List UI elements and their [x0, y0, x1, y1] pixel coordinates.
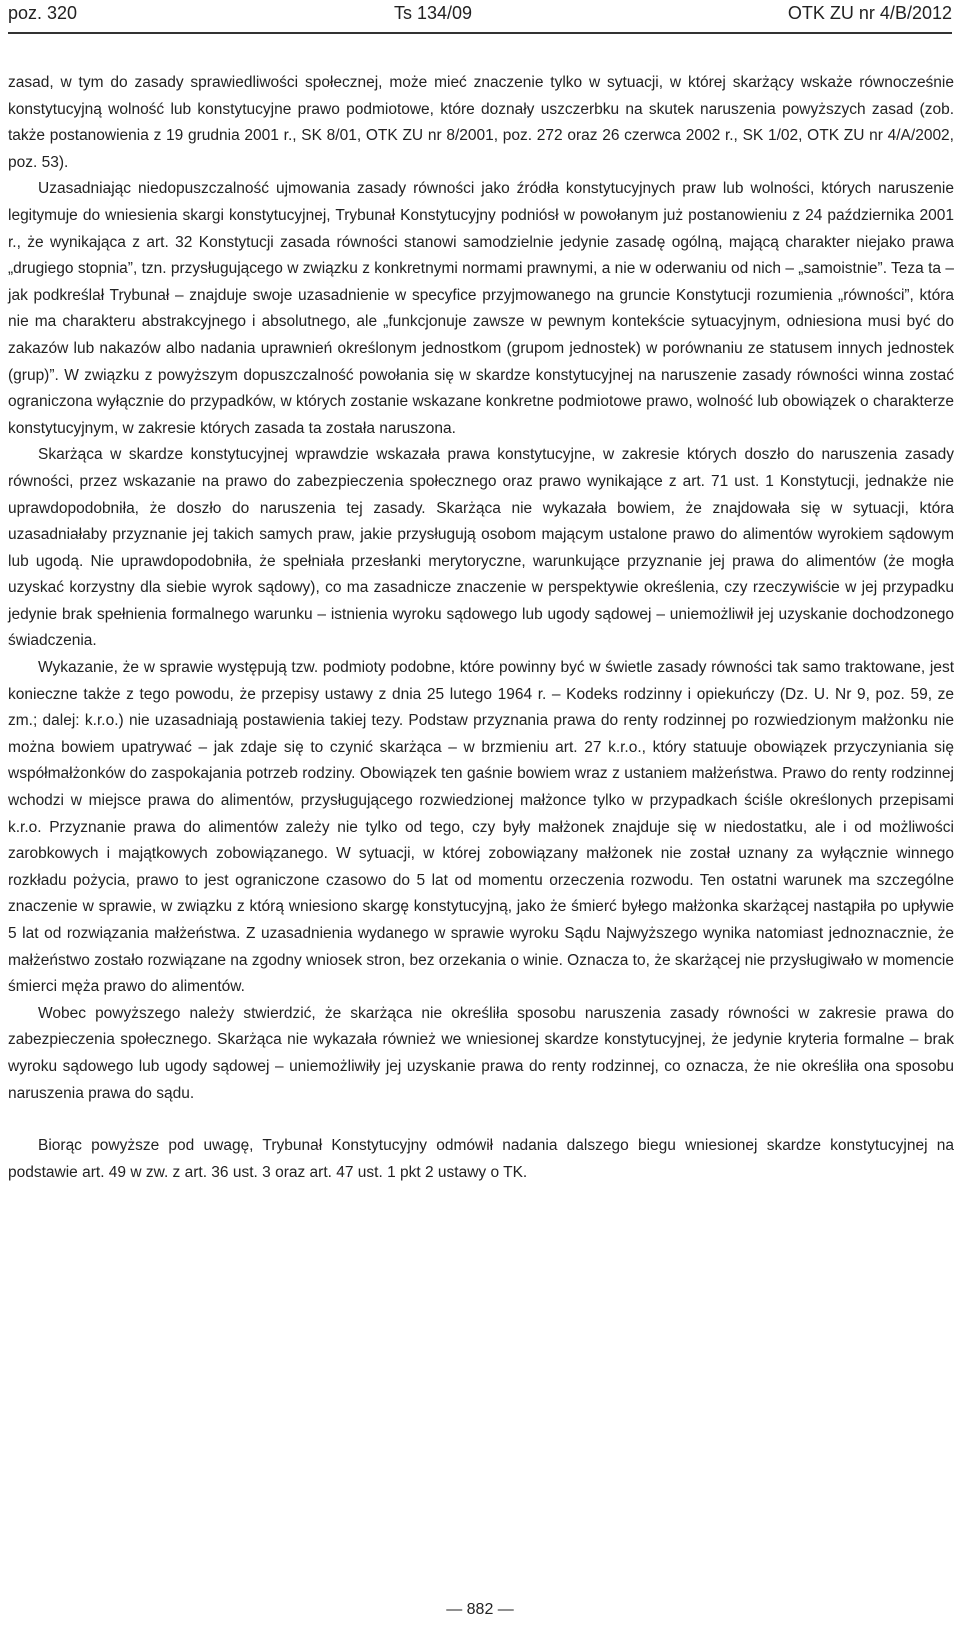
journal-reference: OTK ZU nr 4/B/2012 [787, 3, 952, 23]
position-number: poz. 320 [8, 3, 78, 23]
header-rule [8, 32, 952, 34]
paragraph-continued: zasad, w tym do zasady sprawiedliwości społecznej, może mieć znaczenie tylko w sytuacji, w której skarżący wskaże równocześnie konstytucyjną wolność lub konstytucyjne prawo podmiotowe, które doznały uszczerbku na skutek naruszenia powyższych zasad (zob. także postanowienia z 19 grudnia 2001 r., SK 8/01, OTK ZU nr 8/2001, poz. 272 oraz 26 czerwca 2002 r., SK 1/02, OTK ZU nr 4/A/2002, poz. 53). [8, 74, 954, 171]
paragraph-conclusion: Biorąc powyższe pod uwagę, Trybunał Konstytucyjny odmówił nadania dalszego biegu wniesionej skardze konstytucyjnej na podstawie art. 49 w zw. z art. 36 ust. 3 oraz art. 47 ust. 1 pkt 2 ustawy o TK. [8, 1137, 954, 1181]
page-number: — 882 — [446, 1601, 514, 1618]
paragraph: Wykazanie, że w sprawie występują tzw. podmioty podobne, które powinny być w świetle zasady równości tak samo traktowane, jest konieczne także z tego powodu, że przepisy ustawy z dnia 25 lutego 1964 r. – Kodeks rodzinny i opiekuńczy (Dz. U. Nr 9, poz. 59, ze zm.; dalej: k.r.o.) nie uzasadniają postawienia takiej tezy. Podstaw przyznania prawa do renty rodzinnej po rozwiedzionym małżonku nie można bowiem upatrywać – jak zdaje się to czynić skarżąca – w brzmieniu art. 27 k.r.o., który statuuje obowiązek przyczyniania się współmałżonków do zaspokajania potrzeb rodziny. Obowiązek ten gaśnie bowiem wraz z ustaniem małżeństwa. Prawo do renty rodzinnej wchodzi w miejsce prawa do alimentów, przysługującego rozwiedzionej małżonce tylko w przypadkach ściśle określonych przepisami k.r.o. Przyznanie prawa do alimentów zależy nie tylko od tego, czy były małżonek znajduje się w niedostatku, ale i od możliwości zarobkowych i majątkowych zobowiązanego. W sytuacji, w której zobowiązany małżonek nie został uznany za wyłącznie winnego rozkładu pożycia, prawo to jest ograniczone czasowo do 5 lat od momentu orzeczenia rozwodu. Ten ostatni warunek ma szczególne znaczenie w sprawie, w związku z którą wniesiono skargę konstytucyjną, jako że śmierć byłego małżonka skarżącej nastąpiła po upływie 5 lat od rozwiązania małżeństwa. Z uzasadnienia wydanego w sprawie wyroku Sądu Najwyższego wynika natomiast jednoznacznie, że małżeństwo zostało rozwiązane na zgodny wniosek stron, bez orzekania o winie. Oznacza to, że skarżącej nie przysługiwało w momencie śmierci męża prawo do alimentów. [8, 659, 954, 996]
case-signature: Ts 134/09 [394, 3, 473, 23]
page-header [0, 0, 960, 30]
paragraph: Uzasadniając niedopuszczalność ujmowania zasady równości jako źródła konstytucyjnych praw lub wolności, których naruszenie legitymuje do wniesienia skargi konstytucyjnej, Trybunał Konstytucyjny podniósł w powołanym już postanowieniu z 24 października 2001 r., że wynikająca z art. 32 Konstytucji zasada równości stanowi samodzielnie jedynie zasadę ogólną, mającą charakter niejako prawa „drugiego stopnia”, tzn. przysługującego w związku z konkretnymi normami prawnymi, a nie w oderwaniu od nich – „samoistnie”. Teza ta – jak podkreślał Trybunał – znajduje swoje uzasadnienie w specyfice przyjmowanego na gruncie Konstytucji rozumienia „równości”, która nie ma charakteru abstrakcyjnego i absolutnego, ale „funkcjonuje zawsze w pewnym kontekście sytuacyjnym, odniesiona musi być do zakazów lub nakazów albo nadania uprawnień określonym jednostkom (grupom jednostek) w porównaniu ze statusem innych jednostek (grup)”. W związku z powyższym dopuszczalność powołania się w skardze konstytucyjnej na naruszenie zasady równości winna zostać ograniczona wyłącznie do przypadków, w których zostanie wskazane konkretne podmiotowe prawo, wolność lub obowiązek o charakterze konstytucyjnym, w zakresie których zasada ta została naruszona. [8, 180, 954, 437]
document-body [8, 70, 954, 1186]
paragraph: Skarżąca w skardze konstytucyjnej wprawdzie wskazała prawa konstytucyjne, w zakresie których doszło do naruszenia zasady równości, przez wskazanie na prawo do zabezpieczenia społecznego oraz prawo wynikające z art. 71 ust. 1 Konstytucji, jednakże nie uprawdopodobniła, że doszło do naruszenia tej zasady. Skarżąca nie wykazała bowiem, że znajdowała się w sytuacji, która uzasadniałaby przyznanie jej takich samych praw, jakie przysługują osobom mającym ustalone prawo do alimentów wyrokiem sądowym lub ugodą. Nie uprawdopodobniła, że spełniała przesłanki merytoryczne, warunkujące przyznanie jej prawa do alimentów (że mogła uzyskać korzystny dla siebie wyrok sądowy), co ma zasadnicze znaczenie w perspektywie określenia, czy rzeczywiście w jej przypadku jedynie brak spełnienia formalnego warunku – istnienia wyroku sądowego lub ugody sądowej – uniemożliwił jej uzyskanie dochodzonego świadczenia. [8, 446, 954, 650]
paragraph: Wobec powyższego należy stwierdzić, że skarżąca nie określiła sposobu naruszenia zasady równości w zakresie prawa do zabezpieczenia społecznego. Skarżąca nie wykazała również we wniesionej skardze konstytucyjnej, że jedynie kryteria formalne – brak wyroku sądowego lub ugody sądowej – uniemożliwiły jej uzyskanie prawa do renty rodzinnej, co oznacza, że nie określiła ona sposobu naruszenia prawa do sądu. [8, 1004, 954, 1102]
page-footer [0, 1600, 960, 1620]
